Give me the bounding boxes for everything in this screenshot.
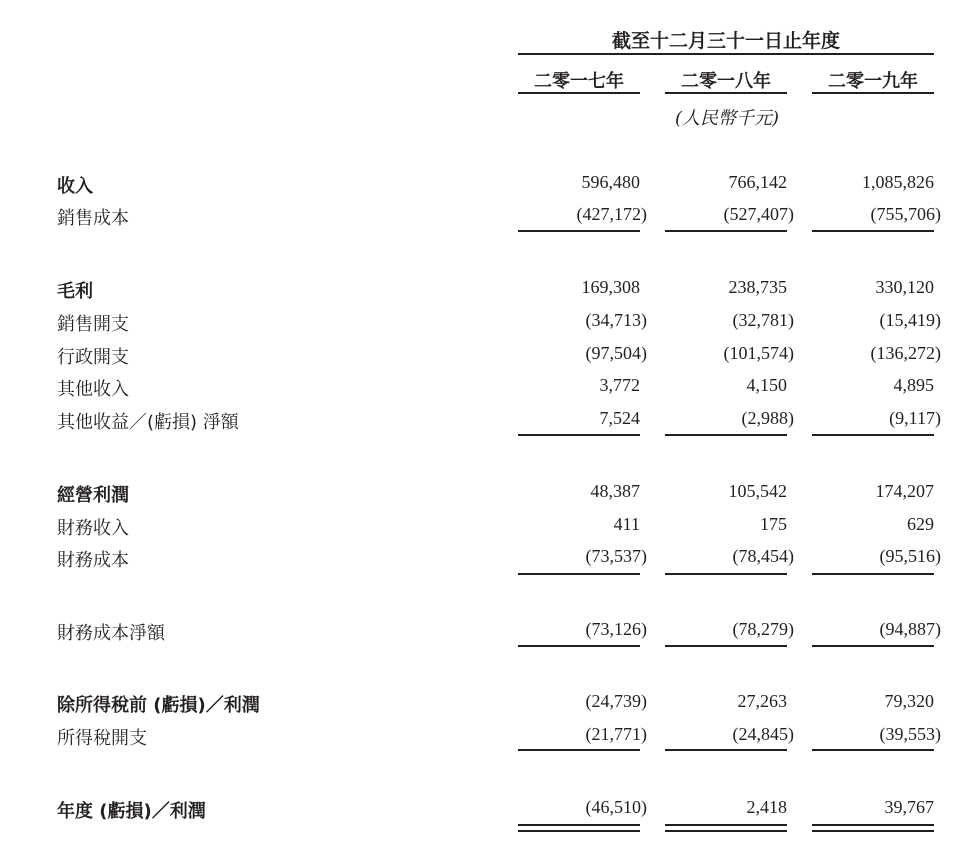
row-label: 毛利 (57, 281, 93, 302)
subtotal-rule (518, 573, 640, 575)
value-cell: (39,553) (879, 724, 941, 744)
value-cell: 169,308 (581, 277, 640, 297)
row-label: 銷售開支 (57, 314, 129, 335)
subtotal-rule (665, 573, 787, 575)
value-cell: (73,537) (585, 546, 647, 566)
value-cell: (427,172) (576, 204, 647, 224)
value-cell: (527,407) (723, 204, 794, 224)
row-label: 財務成本 (57, 550, 129, 571)
value-cell: 3,772 (599, 375, 640, 395)
row-label: 其他收入 (57, 379, 129, 400)
value-cell: 1,085,826 (862, 172, 934, 192)
row-label: 經營利潤 (57, 485, 129, 506)
row-label: 所得稅開支 (57, 728, 147, 749)
row-label: 銷售成本 (57, 208, 129, 229)
value-cell: (24,845) (732, 724, 794, 744)
subtotal-rule (812, 645, 934, 647)
subtotal-rule (665, 230, 787, 232)
row-label: 除所得稅前 (虧損)／利潤 (57, 695, 260, 716)
value-cell: 629 (907, 514, 934, 534)
value-cell: (97,504) (585, 343, 647, 363)
row-label: 年度 (虧損)／利潤 (57, 801, 206, 822)
subtotal-rule (518, 645, 640, 647)
year-header-2018: 二零一八年 (681, 71, 771, 92)
value-cell: 39,767 (884, 797, 934, 817)
value-cell: (78,279) (732, 619, 794, 639)
total-double-rule (665, 824, 787, 832)
value-cell: 79,320 (884, 691, 934, 711)
value-cell: (32,781) (732, 310, 794, 330)
value-cell: 4,150 (746, 375, 787, 395)
period-header: 截至十二月三十一日止年度 (611, 30, 840, 52)
row-label: 財務成本淨額 (57, 623, 165, 644)
year-header-2017: 二零一七年 (534, 71, 624, 92)
subtotal-rule (812, 749, 934, 751)
value-cell: (136,272) (870, 343, 941, 363)
value-cell: 4,895 (893, 375, 934, 395)
value-cell: 27,263 (737, 691, 787, 711)
value-cell: (101,574) (723, 343, 794, 363)
value-cell: 766,142 (728, 172, 787, 192)
value-cell: (15,419) (879, 310, 941, 330)
row-label: 收入 (57, 176, 93, 197)
subtotal-rule (665, 434, 787, 436)
value-cell: 2,418 (746, 797, 787, 817)
subtotal-rule (665, 645, 787, 647)
value-cell: (755,706) (870, 204, 941, 224)
value-cell: (78,454) (732, 546, 794, 566)
value-cell: (95,516) (879, 546, 941, 566)
row-label: 其他收益／(虧損) 淨額 (57, 412, 239, 433)
subtotal-rule (665, 749, 787, 751)
value-cell: (46,510) (585, 797, 647, 817)
value-cell: 175 (760, 514, 787, 534)
value-cell: 174,207 (875, 481, 934, 501)
value-cell: 105,542 (728, 481, 787, 501)
period-underline (518, 53, 934, 55)
value-cell: (94,887) (879, 619, 941, 639)
subtotal-rule (812, 230, 934, 232)
total-double-rule (812, 824, 934, 832)
value-cell: (24,739) (585, 691, 647, 711)
total-double-rule (518, 824, 640, 832)
currency-unit: (人民幣千元) (674, 108, 780, 129)
value-cell: 411 (613, 514, 640, 534)
subtotal-rule (812, 434, 934, 436)
value-cell: (9,117) (889, 408, 941, 428)
value-cell: (73,126) (585, 619, 647, 639)
subtotal-rule (518, 230, 640, 232)
row-label: 財務收入 (57, 518, 129, 539)
year-underline (812, 92, 934, 94)
subtotal-rule (812, 573, 934, 575)
year-header-2019: 二零一九年 (828, 71, 918, 92)
row-label: 行政開支 (57, 347, 129, 368)
value-cell: (21,771) (585, 724, 647, 744)
subtotal-rule (518, 434, 640, 436)
subtotal-rule (518, 749, 640, 751)
value-cell: 330,120 (875, 277, 934, 297)
value-cell: (34,713) (585, 310, 647, 330)
value-cell: 238,735 (728, 277, 787, 297)
value-cell: (2,988) (741, 408, 794, 428)
year-underline (518, 92, 640, 94)
value-cell: 596,480 (581, 172, 640, 192)
year-underline (665, 92, 787, 94)
value-cell: 48,387 (590, 481, 640, 501)
value-cell: 7,524 (599, 408, 640, 428)
